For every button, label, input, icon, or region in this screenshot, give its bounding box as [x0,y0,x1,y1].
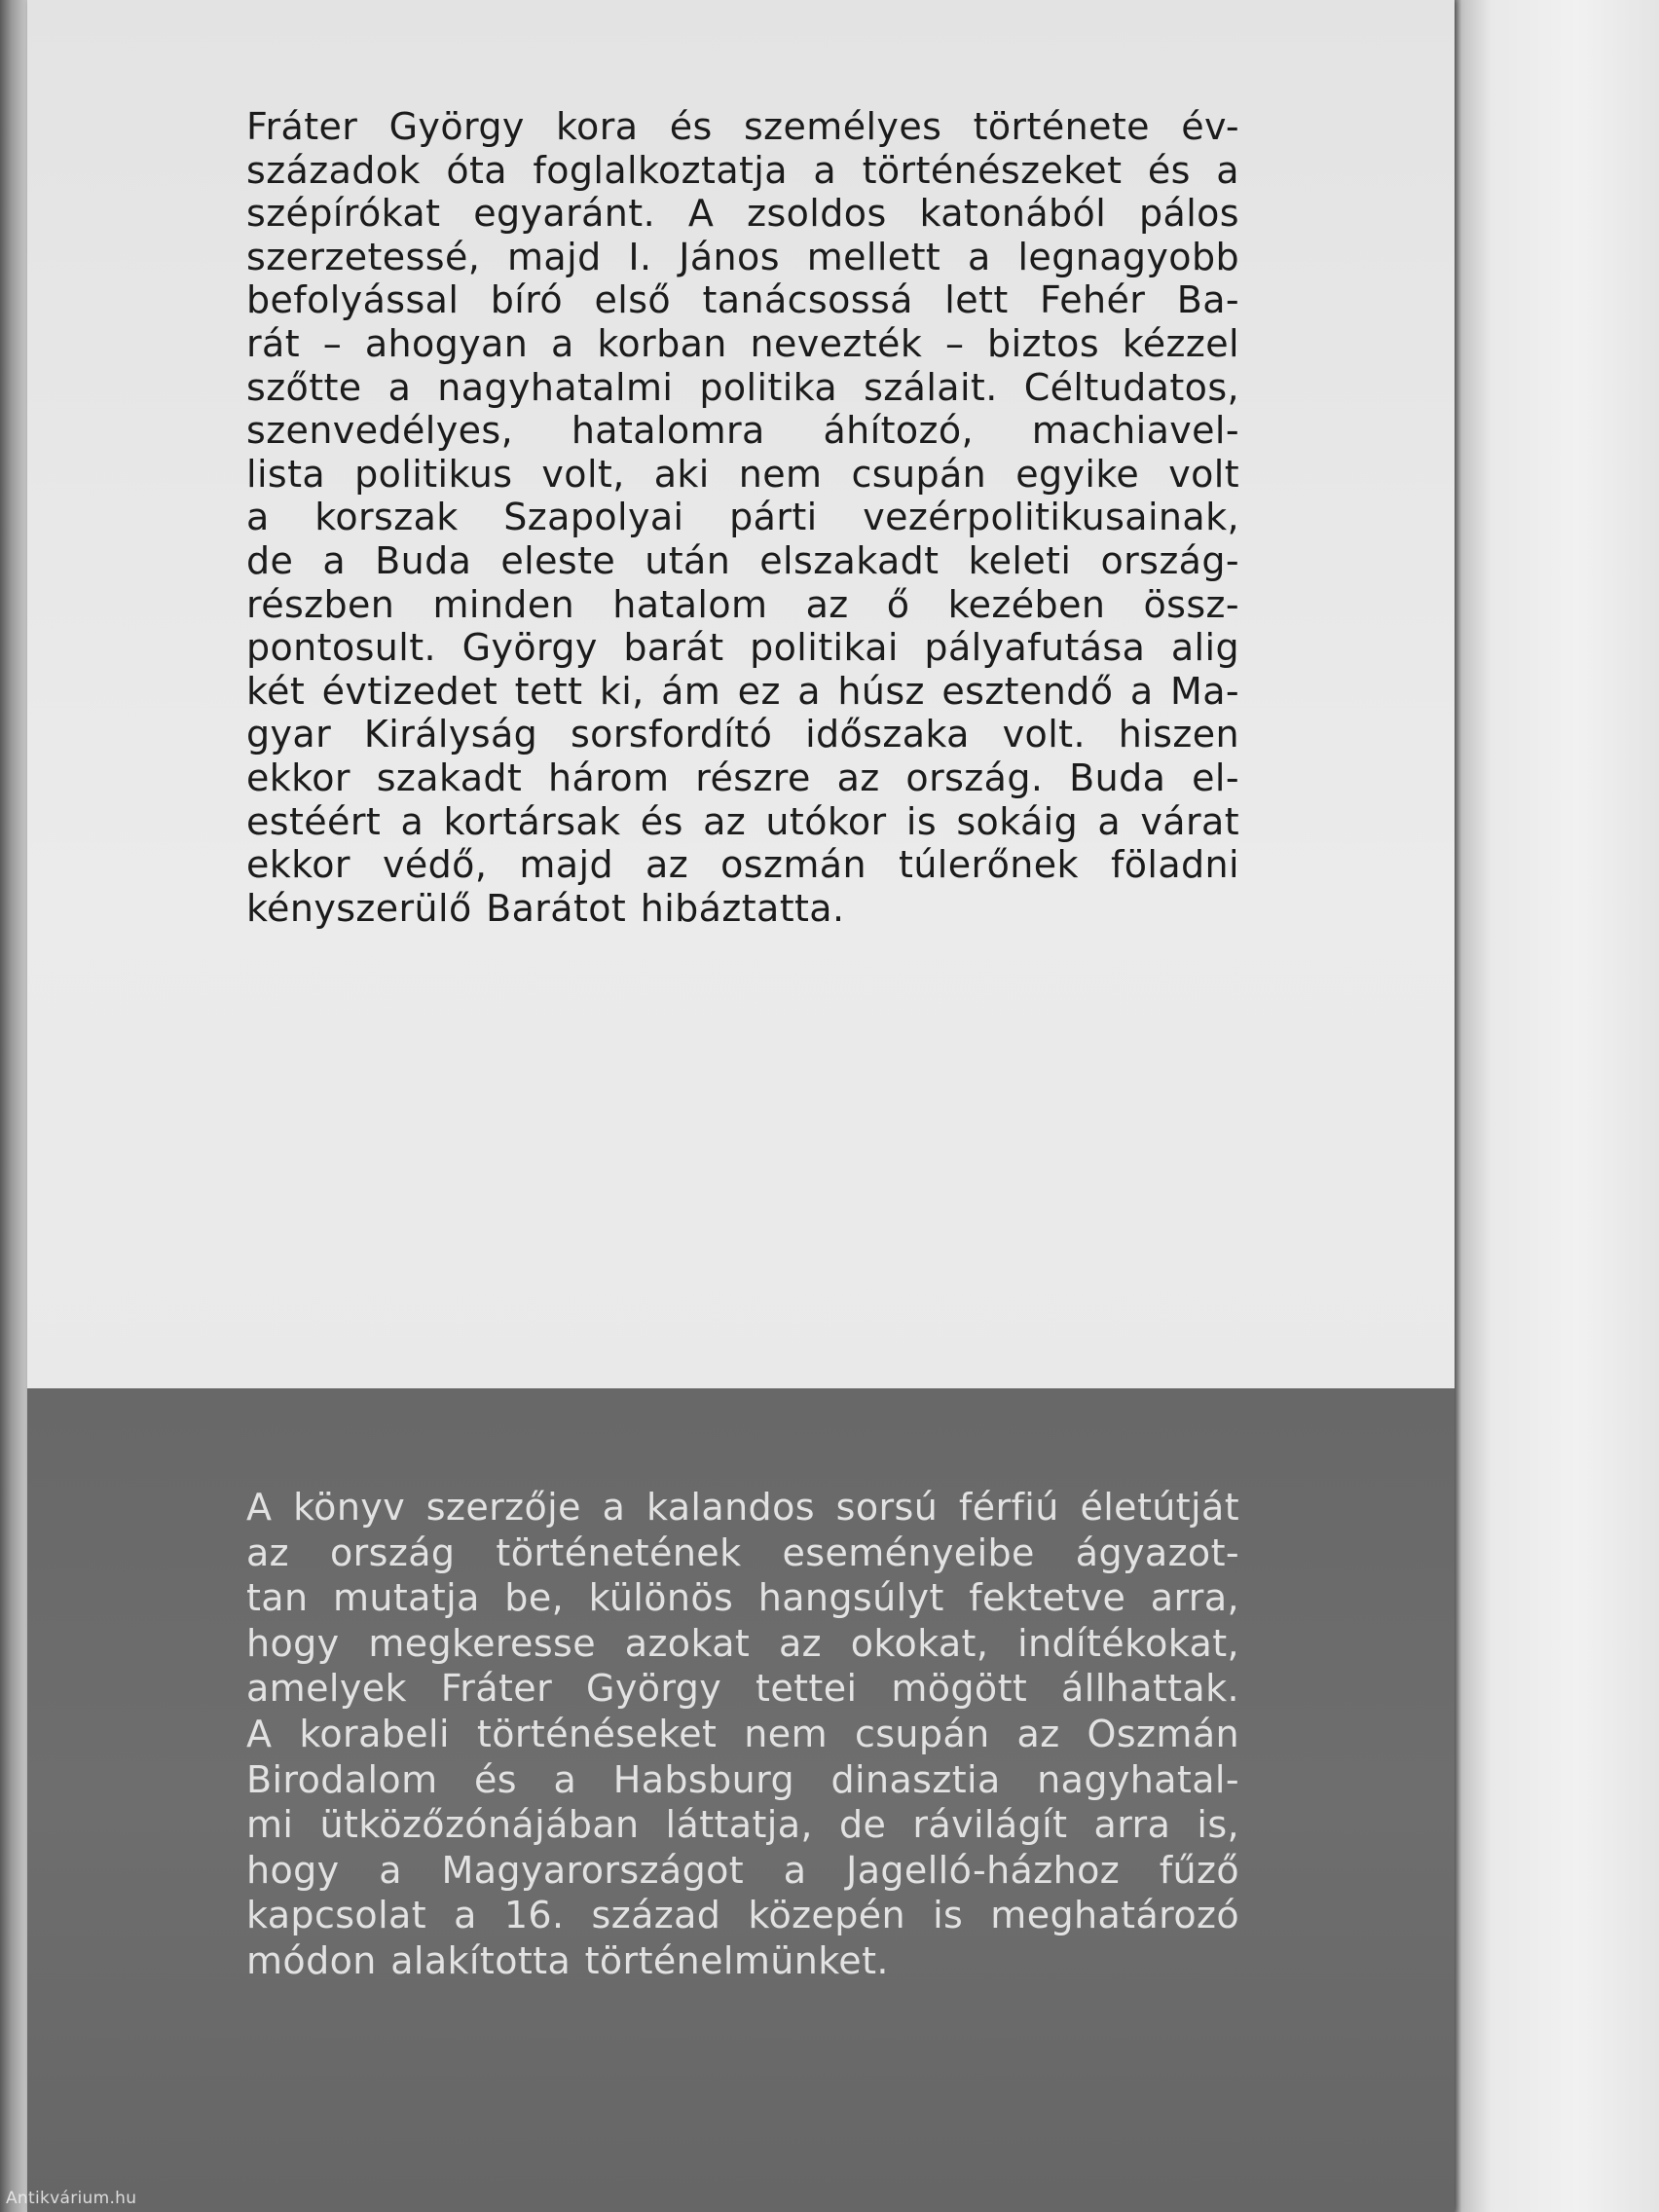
text-line: hogy megkeresse azokat az okokat, indítékokat, [246,1621,1239,1665]
text-line: kapcsolat a 16. század közepén is meghatározó [246,1894,1239,1937]
light-section [27,0,1455,1388]
text-line: kényszerülő Barátot hibáztatta. [246,886,845,930]
text-line: hogy a Magyarországot a Jagelló-házhoz fűző [246,1848,1239,1892]
text-line: két évtizedet tett ki, ám ez a húsz esztendő a Ma- [246,669,1239,713]
book-back-cover [27,0,1455,2212]
text-line: a korszak Szapolyai párti vezérpolitikusainak, [246,496,1239,539]
text-line: pontosult. György barát politikai pályafutása alig [246,626,1239,670]
text-line: az ország történetének eseményeibe ágyazot- [246,1530,1239,1574]
right-page-edge [1455,0,1659,2212]
text-line: Fráter György kora és személyes története év- [246,105,1239,148]
text-line: rát – ahogyan a korban nevezték – biztos kézzel [246,322,1239,365]
text-line: befolyással bíró első tanácsossá lett Fehér Ba- [246,278,1239,322]
text-line: lista politikus volt, aki nem csupán egyike volt [246,452,1239,496]
text-line: gyar Királyság sorsfordító időszaka volt. hiszen [246,713,1239,756]
text-line: estéért a kortársak és az utókor is sokáig a várat [246,799,1239,843]
text-line: szépírókat egyaránt. A zsoldos katonából pálos [246,192,1239,236]
text-line: tan mutatja be, különös hangsúlyt fektetve arra, [246,1576,1239,1620]
text-line: századok óta foglalkoztatja a történészeket és a [246,148,1239,192]
text-line: szenvedélyes, hatalomra áhítozó, machiavel- [246,409,1239,453]
text-line: mi ütközőzónájában láttatja, de rávilágít arra is, [246,1803,1239,1847]
text-line: szőtte a nagyhatalmi politika szálait. Céltudatos, [246,365,1239,409]
text-line: A könyv szerzője a kalandos sorsú férfiú életútját [246,1486,1239,1529]
text-line: szerzetessé, majd I. János mellett a legnagyobb [246,235,1239,278]
text-line: részben minden hatalom az ő kezében össz- [246,582,1239,626]
text-line: A korabeli történéseket nem csupán az Oszmán [246,1713,1239,1755]
left-page-edge [0,0,29,2212]
text-line: ekkor szakadt három részre az ország. Buda el- [246,756,1239,799]
text-line: módon alakította történelmünket. [246,1939,889,1982]
text-line: ekkor védő, majd az oszmán túlerőnek föladni [246,843,1239,887]
page-fold-shadow [1455,0,1462,2212]
text-line: amelyek Fráter György tettei mögött állhattak. [246,1667,1239,1711]
text-line: de a Buda eleste után elszakadt keleti ország- [246,539,1239,582]
watermark: Antikvárium.hu [6,2189,137,2208]
dark-section [27,1388,1455,2212]
text-line: Birodalom és a Habsburg dinasztia nagyhatal- [246,1757,1239,1801]
